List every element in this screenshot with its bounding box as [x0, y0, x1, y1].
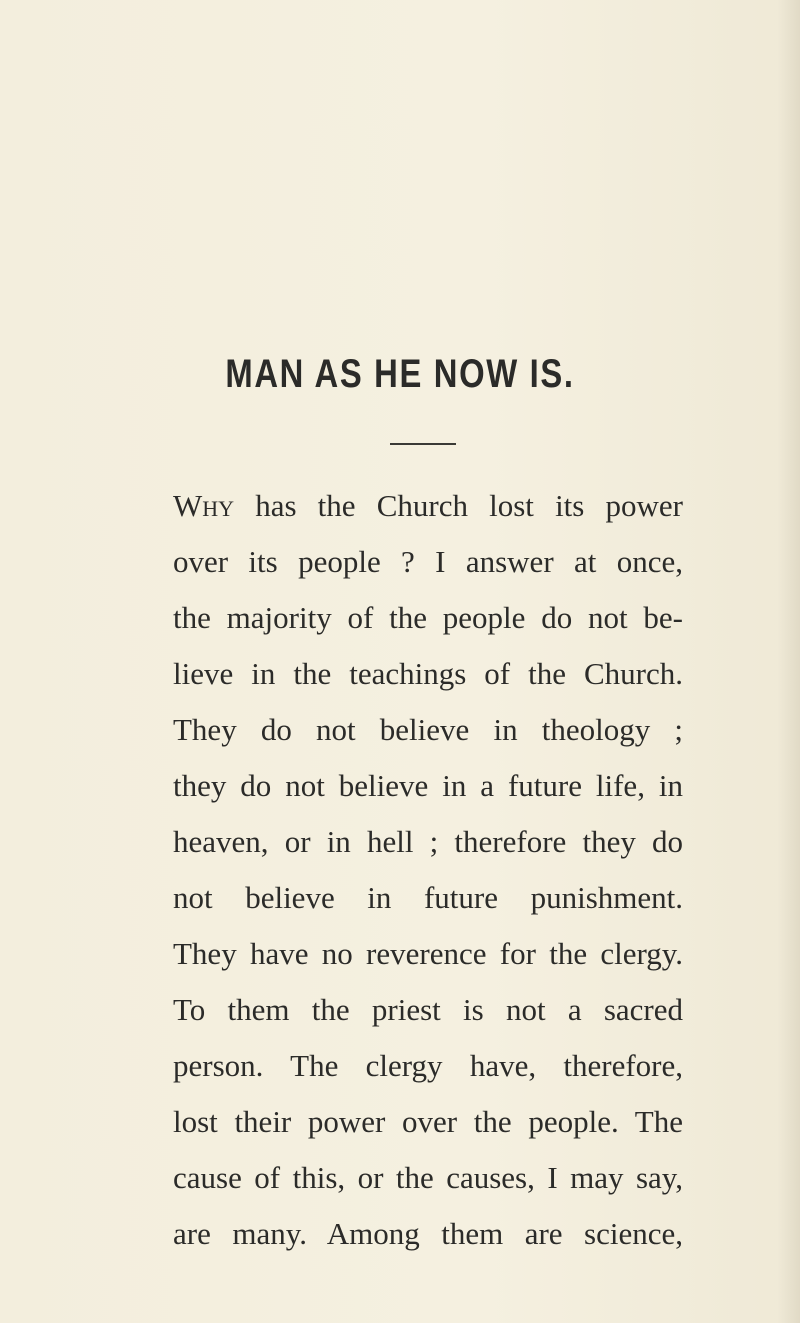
chapter-title: MAN AS HE NOW IS. — [225, 352, 575, 396]
text-line-2: over its people ? I answer at once, — [173, 544, 683, 579]
title-rule — [390, 443, 456, 445]
text-line-8: not believe in future punishment. — [173, 880, 683, 915]
text-line-5: They do not believe in theology ; — [173, 712, 683, 747]
page-edge-shadow — [778, 0, 800, 1323]
text-line-1-rest: has the Church lost its power — [234, 488, 683, 523]
text-line-7: heaven, or in hell ; therefore they do — [173, 824, 683, 859]
text-line-12: lost their power over the people. The — [173, 1104, 683, 1139]
text-line-9: They have no reverence for the clergy. — [173, 936, 683, 971]
text-line-3: the majority of the people do not be- — [173, 600, 683, 635]
text-line-13: cause of this, or the causes, I may say, — [173, 1160, 683, 1195]
text-line-14: are many. Among them are science, — [173, 1216, 683, 1251]
text-line-4: lieve in the teachings of the Church. — [173, 656, 683, 691]
text-line-1 — [173, 478, 683, 534]
text-line-6: they do not believe in a future life, in — [173, 768, 683, 803]
text-line-11: person. The clergy have, therefore, — [173, 1048, 683, 1083]
first-word: Why — [173, 488, 235, 523]
text-line-10: To them the priest is not a sacred — [173, 992, 683, 1027]
body-paragraph — [173, 478, 683, 1262]
